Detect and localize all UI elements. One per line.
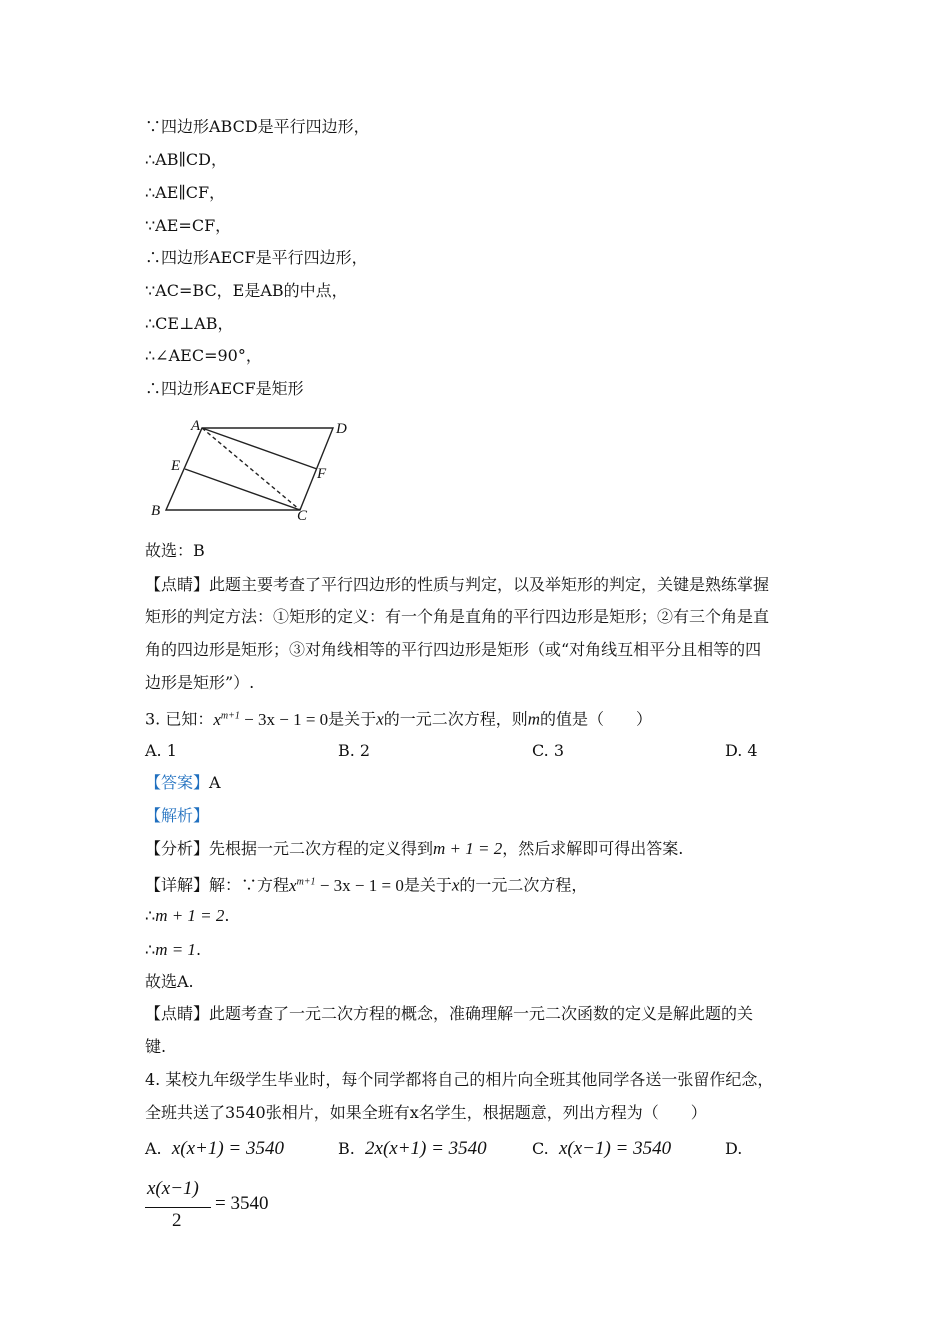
q2-comment-text-1: 此题主要考查了平行四边形的性质与判定，以及举矩形的判定，关键是熟练掌握: [209, 575, 770, 594]
label-a: A: [191, 418, 201, 434]
q3-step1-eq: m + 1 = 2: [155, 906, 225, 925]
q3-step-1: [145, 906, 825, 926]
q3-equation: [213, 710, 328, 729]
q3-var-x: x: [376, 709, 384, 729]
q3-xiangjie-tag: 【详解】: [145, 875, 210, 895]
label-d: D: [336, 421, 347, 437]
q3-xj-exp: m+1: [296, 876, 316, 887]
q2-comment-line-4: 边形是矩形”）.: [145, 673, 255, 692]
q4-option-b-label: B.: [338, 1139, 355, 1158]
q3-step-2: [145, 940, 825, 960]
segment-af: [202, 428, 317, 469]
q3-xiangjie-end: 的一元二次方程，: [459, 875, 588, 895]
fraction-numerator: x(x−1): [147, 1178, 199, 1199]
q3-option-c: C. 3: [532, 741, 565, 760]
fraction-denominator: 2: [172, 1210, 182, 1231]
q3-answer: A: [209, 773, 221, 792]
parallelogram-figure: [145, 412, 360, 527]
q3-xj-base: x: [289, 875, 297, 895]
q3-fenxi-tag: 【分析】: [145, 839, 210, 858]
q2-comment-line-3: 角的四边形是矩形；③对角线相等的平行四边形是矩形（或“对角线互相平分且相等的四: [145, 640, 762, 659]
q3-fenxi-end: ，然后求解即可得出答案.: [502, 839, 684, 858]
q4-option-b: [338, 1139, 487, 1159]
q3-stem-mid2: 的一元二次方程，则: [383, 709, 528, 729]
q4-option-d-label: D.: [725, 1139, 743, 1158]
q4-stem-line-1: 4. 某校九年级学生毕业时，每个同学都将自己的相片向全班其他同学各送一张留作纪念，: [145, 1070, 774, 1089]
proof-line-6: ∵AC=BC，E是AB的中点，: [145, 281, 348, 300]
q3-option-a: A. 1: [145, 741, 177, 760]
parallelogram-abcd: [166, 428, 333, 510]
q4-option-a: [145, 1139, 284, 1159]
label-b: B: [151, 503, 161, 519]
segment-ec: [185, 469, 300, 510]
q3-stem-mid: 是关于: [328, 709, 377, 729]
q3-step1-prefix: ∴: [145, 906, 156, 925]
proof-line-9: ∴四边形AECF是矩形: [145, 379, 304, 398]
q4-option-c-label: C.: [532, 1139, 549, 1158]
q3-stem-prefix: 已知：: [165, 709, 214, 729]
q2-comment-line-1: [145, 575, 825, 595]
q3-xiangjie-mid: 是关于: [403, 875, 452, 895]
label-e: E: [171, 458, 181, 474]
q3-fenxi-text: 先根据一元二次方程的定义得到: [209, 839, 434, 858]
q3-eq-exponent: m+1: [220, 710, 240, 721]
q3-answer-tag: 【答案】: [145, 773, 210, 792]
q3-option-b: B. 2: [338, 741, 371, 760]
label-f: F: [317, 466, 327, 482]
fraction-bar: [145, 1207, 211, 1208]
q3-step2-end: .: [195, 940, 202, 959]
q3-fenxi-line: [145, 839, 825, 859]
proof-line-5: ∴四边形AECF是平行四边形，: [145, 248, 368, 267]
q3-xiangjie-text: 解：∵方程: [209, 875, 290, 895]
q3-analysis-tag: 【解析】: [145, 806, 210, 825]
q3-xiangjie-line: [145, 872, 825, 896]
q4-option-a-expr: x(x+1) = 3540: [171, 1138, 284, 1159]
q3-eq-base: x: [213, 709, 221, 729]
proof-line-1: ∵四边形ABCD是平行四边形，: [145, 117, 370, 136]
proof-line-7: ∴CE⊥AB，: [145, 314, 234, 333]
q3-stem: [145, 706, 825, 730]
q3-xiangjie-eq: [289, 876, 404, 895]
q3-step1-end: .: [224, 906, 230, 925]
q3-eq-rest: − 3x − 1 = 0: [239, 709, 329, 729]
q4-option-b-expr: 2x(x+1) = 3540: [365, 1138, 487, 1159]
proof-line-2: ∴AB∥CD，: [145, 150, 227, 169]
proof-line-8: ∴∠AEC=90°，: [145, 346, 262, 365]
q3-comment-line-1: [145, 1004, 825, 1024]
fraction-rhs: = 3540: [215, 1193, 269, 1214]
q2-comment-tag: 【点睛】: [145, 575, 210, 594]
q4-option-a-label: A.: [145, 1139, 162, 1158]
label-c: C: [297, 508, 308, 524]
q3-stem-end: 的值是（ ）: [540, 709, 653, 729]
q3-comment-line-2: 键.: [145, 1037, 167, 1056]
q3-step2-eq: m = 1: [155, 940, 196, 959]
proof-line-4: ∵AE=CF，: [145, 216, 232, 235]
q4-stem-line-2: 全班共送了3540张相片，如果全班有x名学生，根据题意，列出方程为（ ）: [145, 1103, 707, 1122]
q2-comment-line-2: 矩形的判定方法：①矩形的定义：有一个角是直角的平行四边形是矩形；②有三个角是直: [145, 607, 770, 626]
q2-answer-line: 故选：B: [145, 541, 205, 560]
q4-option-c-expr: x(x−1) = 3540: [558, 1138, 672, 1159]
q3-xiangjie-x: x: [451, 875, 460, 895]
q3-answer-line: [145, 773, 825, 793]
q4-option-d: [725, 1139, 742, 1159]
q3-xj-rest: − 3x − 1 = 0: [315, 875, 404, 895]
q4-option-c: [532, 1139, 671, 1159]
q3-step2-prefix: ∴: [145, 940, 156, 959]
q3-comment-tag: 【点睛】: [145, 1004, 210, 1023]
proof-line-3: ∴AE∥CF，: [145, 183, 226, 202]
diagonal-ac: [202, 428, 300, 510]
q3-option-d: D. 4: [725, 741, 758, 760]
q3-var-m: m: [527, 709, 541, 729]
q3-choose: 故选A.: [145, 972, 194, 991]
q3-comment-text-1: 此题考查了一元二次方程的概念，准确理解一元二次函数的定义是解此题的关: [209, 1004, 754, 1023]
q3-fenxi-eq: m + 1 = 2: [433, 839, 503, 858]
q3-number: 3.: [145, 709, 161, 729]
